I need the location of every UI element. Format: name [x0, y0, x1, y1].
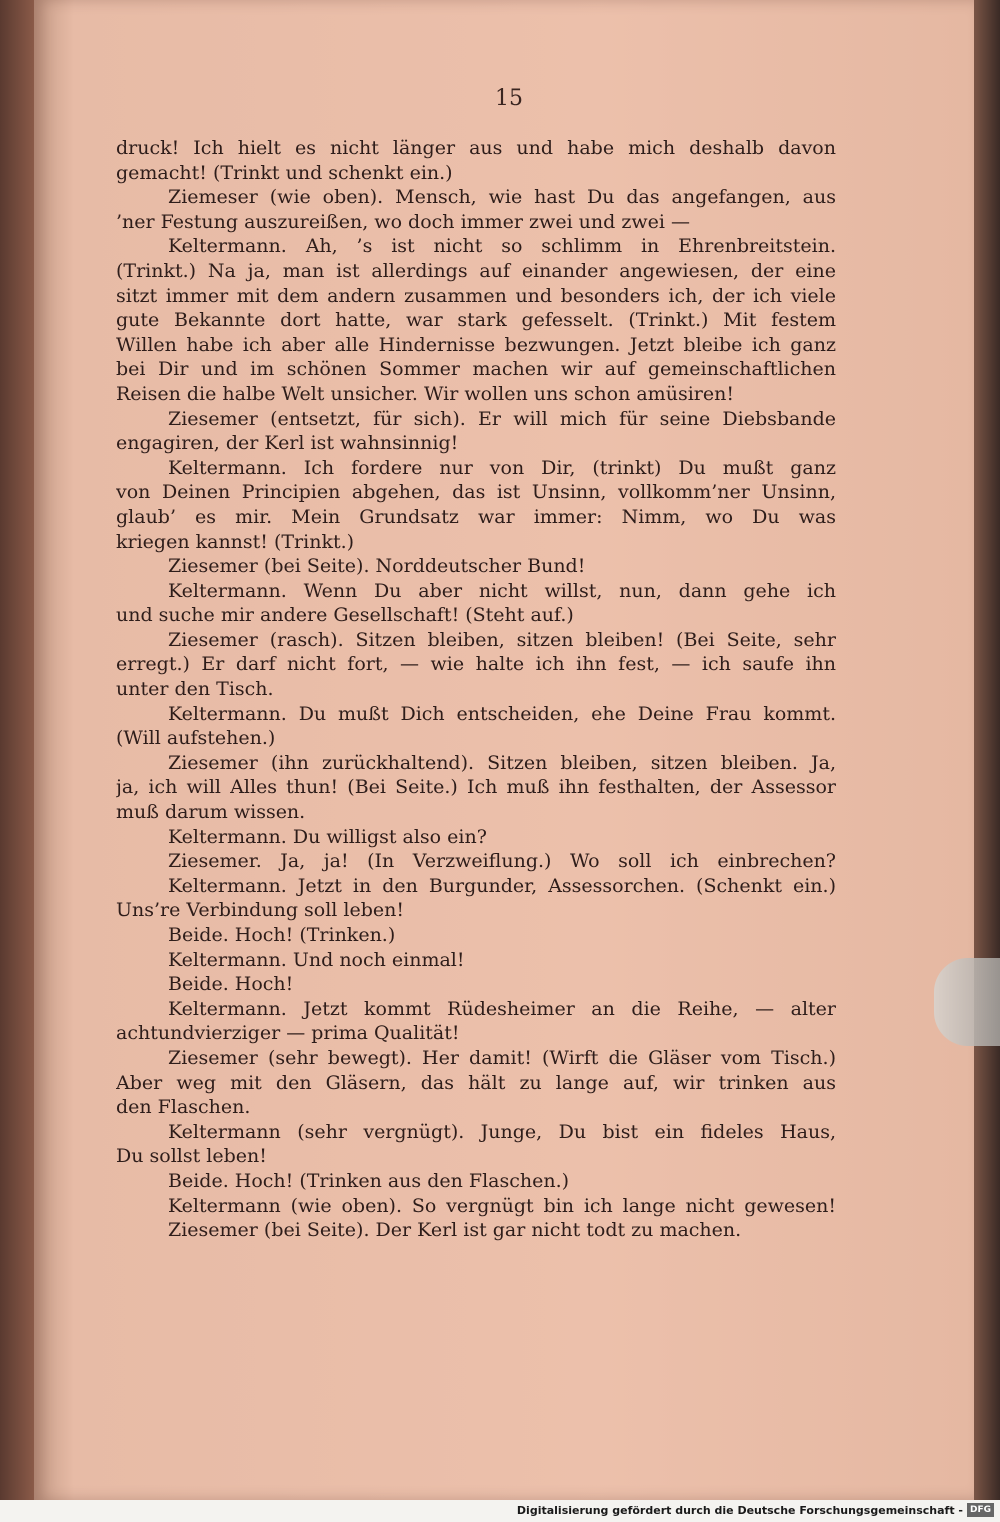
text-line: muß darum wissen. — [116, 801, 306, 824]
text-line: (Will aufstehen.) — [116, 727, 276, 750]
text-line: bei Dir und im schönen Sommer machen wir auf gemeinschaftlichen — [116, 358, 836, 381]
text-line: den Flaschen. — [116, 1096, 251, 1119]
page-right-edge — [974, 0, 1000, 1500]
text-line: gute Bekannte dort hatte, war stark gefesselt. (Trinkt.) Mit festem — [116, 309, 836, 332]
text-line: Ziesemer (sehr bewegt). Her damit! (Wirft die Gläser vom Tisch.) — [168, 1046, 836, 1069]
text-line: druck! Ich hielt es nicht länger aus und habe mich deshalb davon — [116, 137, 836, 159]
text-line: Beide. Hoch! (Trinken.) — [168, 924, 396, 946]
text-line: von Deinen Principien abgehen, das ist Unsinn, vollkomm’ner Unsinn, — [116, 481, 836, 504]
text-line: Willen habe ich aber alle Hindernisse bezwungen. Jetzt bleibe ich ganz — [116, 333, 836, 356]
text-line: Keltermann. Du willigst also ein? — [168, 825, 487, 848]
bookmark-tab — [934, 958, 1000, 1046]
text-line: Keltermann. Du mußt Dich entscheiden, ehe Deine Frau kommt. — [168, 702, 836, 725]
text-line: erregt.) Er darf nicht fort, — wie halte ich ihn fest, — ich saufe ihn — [116, 653, 836, 676]
text-line: sitzt immer mit dem andern zusammen und besonders ich, der ich viele — [116, 284, 836, 307]
text-line: Beide. Hoch! (Trinken aus den Flaschen.) — [168, 1169, 570, 1192]
text-line: Keltermann (sehr vergnügt). Junge, Du bist ein fideles Haus, — [168, 1120, 836, 1143]
text-line: Keltermann. Und noch einmal! — [168, 948, 465, 971]
text-line: achtundvierziger — prima Qualität! — [116, 1022, 460, 1045]
text-line: glaub’ es mir. Mein Grundsatz war immer: Nimm, wo Du was — [116, 505, 836, 528]
text-line: Keltermann (wie oben). So vergnügt bin ich lange nicht gewesen! — [168, 1194, 836, 1217]
text-line: Ziesemer (bei Seite). Der Kerl ist gar nicht todt zu machen. — [168, 1219, 742, 1242]
text-line: gemacht! (Trinkt und schenkt ein.) — [116, 161, 453, 184]
text-line: Uns’re Verbindung soll leben! — [116, 899, 405, 922]
text-line: Keltermann. Wenn Du aber nicht willst, nun, dann gehe ich — [168, 579, 836, 602]
text-line: Aber weg mit den Gläsern, das hält zu lange auf, wir trinken aus — [116, 1071, 836, 1094]
text-line: Ziesemer (ihn zurückhaltend). Sitzen bleiben, sitzen bleiben. Ja, — [168, 751, 836, 774]
text-line: Ziesemer (entsetzt, für sich). Er will mich für seine Diebsbande — [168, 407, 836, 430]
dfg-logo: DFG — [967, 1503, 994, 1517]
text-line: engagiren, der Kerl ist wahnsinnig! — [116, 432, 459, 455]
text-line: und suche mir andere Gesellschaft! (Steht auf.) — [116, 604, 574, 627]
text-line: Beide. Hoch! — [168, 973, 294, 996]
text-line: Ziesemer (rasch). Sitzen bleiben, sitzen bleiben! (Bei Seite, sehr — [168, 628, 836, 651]
text-line: Keltermann. Jetzt in den Burgunder, Assessorchen. (Schenkt ein.) — [168, 874, 836, 897]
text-line: unter den Tisch. — [116, 678, 274, 701]
text-line: Keltermann. Ah, ’s ist nicht so schlimm in Ehrenbreitstein. — [168, 235, 836, 258]
page-number: 15 — [495, 86, 523, 111]
text-line: ’ner Festung auszureißen, wo doch immer zwei und zwei — — [116, 210, 690, 233]
text-line: Ziesemer. Ja, ja! (In Verzweiflung.) Wo soll ich einbrechen? — [168, 850, 836, 873]
footer-bar — [0, 1500, 1000, 1522]
text-line: Keltermann. Jetzt kommt Rüdesheimer an die Reihe, — alter — [168, 997, 836, 1020]
text-line: Ziesemer (bei Seite). Norddeutscher Bund! — [168, 555, 586, 578]
text-line: Du sollst leben! — [116, 1145, 267, 1168]
page-spine-shadow — [0, 0, 34, 1500]
footer-credit: Digitalisierung gefördert durch die Deutsche Forschungsgemeinschaft - — [516, 1504, 963, 1517]
text-line: kriegen kannst! (Trinkt.) — [116, 530, 355, 553]
text-line: (Trinkt.) Na ja, man ist allerdings auf einander angewiesen, der eine — [116, 259, 836, 282]
text-line: ja, ich will Alles thun! (Bei Seite.) Ich muß ihn festhalten, der Assessor — [116, 776, 836, 799]
text-line: Reisen die halbe Welt unsicher. Wir wollen uns schon amüsiren! — [116, 382, 734, 405]
text-line: Keltermann. Ich fordere nur von Dir, (trinkt) Du mußt ganz — [168, 456, 836, 479]
text-line: Ziemeser (wie oben). Mensch, wie hast Du das angefangen, aus — [168, 186, 836, 209]
page-text — [116, 136, 836, 1243]
